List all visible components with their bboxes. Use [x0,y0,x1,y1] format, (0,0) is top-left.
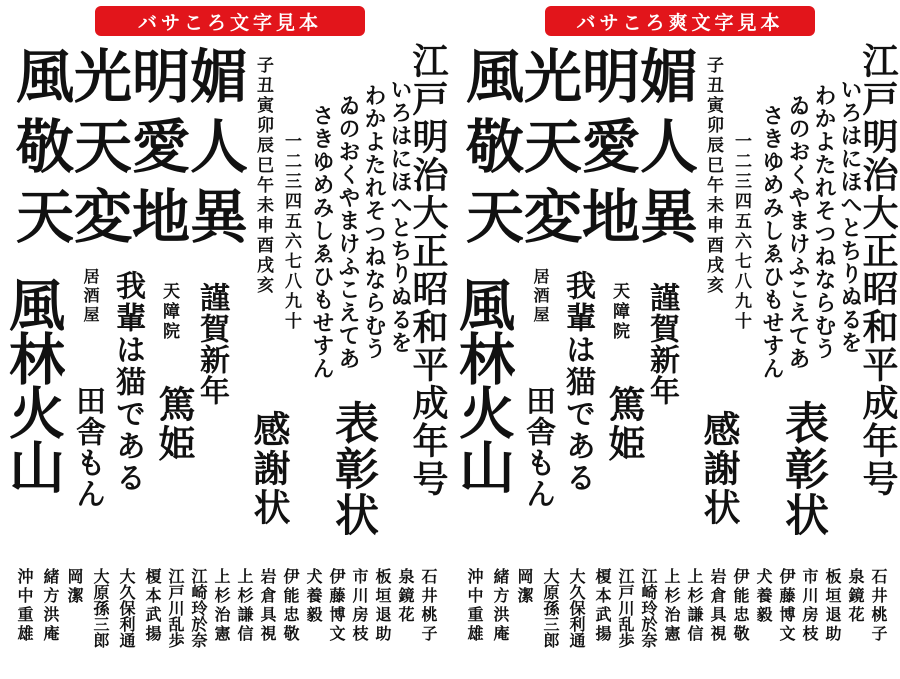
person-name: 大原孫三郎 [91,568,110,648]
person-name: 江戸川乱歩 [616,568,635,648]
person-name: 江戸川乱歩 [166,568,185,648]
person-name: 犬養毅 [304,568,323,625]
hyoushoujou-text: 表彰状 [327,400,378,538]
hyoushoujou-text: 表彰状 [777,400,828,538]
person-name: 板垣退助 [823,568,842,644]
person-name: 榎本武揚 [143,568,162,644]
person-name: 岩倉具視 [258,568,277,644]
iroha-line-1: いろはにほへとちりぬるを [837,78,862,354]
iroha-line-1: いろはにほへとちりぬるを [387,78,412,354]
atsuhime-text: 篤姫 [602,385,645,463]
person-name: 岩倉具視 [708,568,727,644]
fuurinkazan: 風林火山 [0,276,65,492]
iroha-line-2: わかよたれそつねならむう [361,84,386,360]
person-name: 江崎玲於奈 [189,568,208,648]
kanshajou-text: 感謝状 [247,410,290,527]
person-names-grid [450,568,900,678]
sample-row-1: 風光明媚 [466,43,699,111]
wagahai-text: 我輩は猫である [560,270,595,494]
eto-column: 子丑寅卯辰巳午未申酉戌亥 [253,56,273,296]
atsuhime-text: 篤姫 [152,385,195,463]
kinga-shinnen: 謹賀新年 [644,282,679,406]
person-names-grid [0,568,450,678]
person-name: 大久保利通 [117,568,136,648]
person-name: 市川房枝 [800,568,819,644]
person-name: 上杉謙信 [685,568,704,644]
person-name: 伊藤博文 [327,568,346,644]
specimen-title-badge: バサころ爽文字見本 [545,6,815,36]
person-name: 伊能忠敬 [281,568,300,644]
iroha-line-3: ゐのおくやまけふこえてあ [335,94,360,370]
era-names-column: 江戸明治大正昭和平成年号 [407,42,448,498]
iroha-line-4: さきゆめみしゑひもせすん [309,104,334,380]
wagahai-text: 我輩は猫である [110,270,145,494]
person-name: 緒方洪庵 [491,568,510,644]
inaka-text: 田舎もん [70,385,105,509]
iroha-line-3: ゐのおくやまけふこえてあ [785,94,810,370]
person-name: 上杉治憲 [662,568,681,644]
person-name: 犬養毅 [754,568,773,625]
person-name: 石井桃子 [869,568,888,644]
kansuji-column: 一二三四五六七八九十 [281,132,301,332]
person-name: 江崎玲於奈 [639,568,658,648]
person-name: 緒方洪庵 [41,568,60,644]
specimen-panel-basakoro-sou [450,0,900,679]
person-name: 榎本武揚 [593,568,612,644]
person-name: 泉鏡花 [846,568,865,625]
person-name: 石井桃子 [419,568,438,644]
tenshouin-label: 天障院 [609,282,629,342]
person-name: 市川房枝 [350,568,369,644]
inaka-text: 田舎もん [520,385,555,509]
person-name: 沖中重雄 [465,568,484,644]
person-name: 大久保利通 [567,568,586,648]
person-name: 岡潔 [515,568,534,606]
person-name: 沖中重雄 [15,568,34,644]
izakaya-label: 居酒屋 [81,268,100,325]
person-name: 上杉謙信 [235,568,254,644]
person-name: 伊能忠敬 [731,568,750,644]
specimen-title-badge: バサころ文字見本 [95,6,365,36]
fuurinkazan: 風林火山 [450,276,515,492]
izakaya-label: 居酒屋 [531,268,550,325]
sample-row-3: 天変地異 [466,183,699,251]
person-name: 岡潔 [65,568,84,606]
iroha-line-4: さきゆめみしゑひもせすん [759,104,784,380]
kansuji-column: 一二三四五六七八九十 [731,132,751,332]
person-name: 上杉治憲 [212,568,231,644]
person-name: 板垣退助 [373,568,392,644]
sample-row-2: 敬天愛人 [466,113,699,181]
person-name: 伊藤博文 [777,568,796,644]
person-name: 泉鏡花 [396,568,415,625]
era-names-column: 江戸明治大正昭和平成年号 [857,42,898,498]
kinga-shinnen: 謹賀新年 [194,282,229,406]
person-name: 大原孫三郎 [541,568,560,648]
sample-row-3: 天変地異 [16,183,249,251]
sample-row-1: 風光明媚 [16,43,249,111]
iroha-line-2: わかよたれそつねならむう [811,84,836,360]
sample-row-2: 敬天愛人 [16,113,249,181]
eto-column: 子丑寅卯辰巳午未申酉戌亥 [703,56,723,296]
tenshouin-label: 天障院 [159,282,179,342]
kanshajou-text: 感謝状 [697,410,740,527]
